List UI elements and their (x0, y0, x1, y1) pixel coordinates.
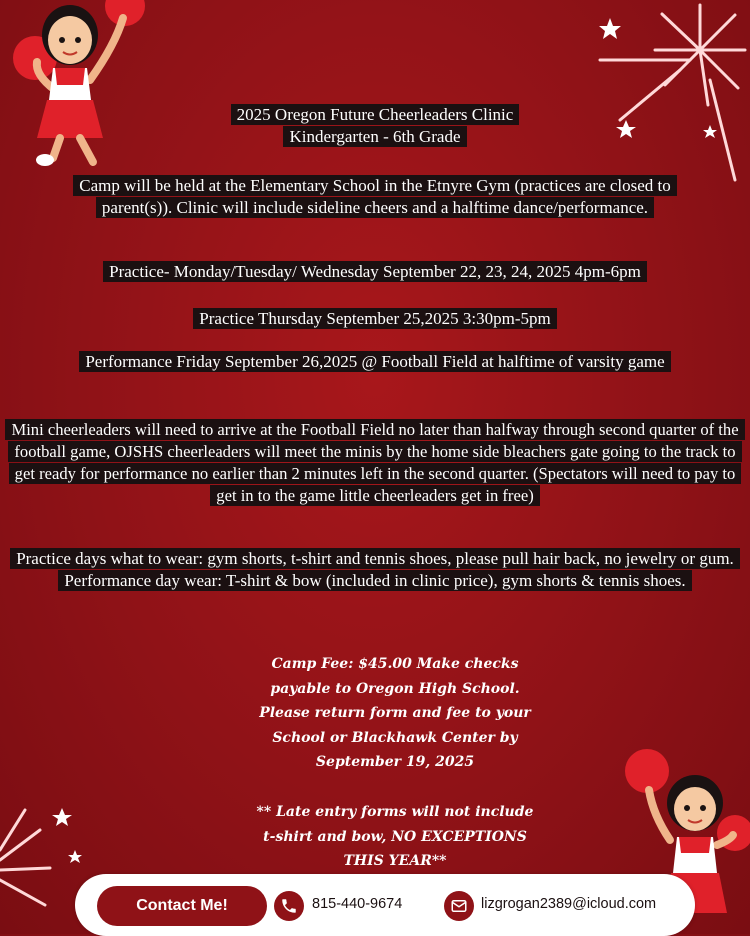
fee-line-5: September 19, 2025 (315, 754, 475, 770)
late-line-3: THIS YEAR** (343, 853, 447, 869)
wear-info (0, 548, 750, 593)
camp-fee-info (200, 652, 590, 775)
location-info (0, 175, 750, 220)
arrival-text: Mini cheerleaders will need to arrive at the Football Field no later than halfway through second quarter of the football game, OJSHS cheerleaders will meet the minis by the home side bleachers gate going to the track to get ready for performance no earlier than 2 minutes left in the second quarter. (Spectators will need to pay to get in to the game little cheerleaders get in free) (5, 419, 744, 506)
practice-schedule-1 (0, 261, 750, 283)
contact-me-button[interactable]: Contact Me! (97, 886, 267, 926)
arrival-info (0, 419, 750, 507)
title-line-2: Kindergarten - 6th Grade (283, 126, 466, 147)
late-entry-notice (200, 800, 590, 874)
late-line-1: ** Late entry forms will not include (256, 804, 534, 820)
fee-line-2: payable to Oregon High School. (270, 680, 520, 697)
phone-number[interactable]: 815-440-9674 (312, 896, 403, 912)
contact-bar (75, 874, 695, 936)
performance-wear-text: Performance day wear: T-shirt & bow (included in clinic price), gym shorts & tennis shoes. (58, 570, 691, 591)
fee-line-1: Camp Fee: $45.00 Make checks (271, 656, 519, 672)
practice-schedule-2 (0, 308, 750, 330)
title-line-1: 2025 Oregon Future Cheerleaders Clinic (231, 104, 520, 125)
location-text: Camp will be held at the Elementary School in the Etnyre Gym (practices are closed to parent(s)). Clinic will include sideline cheers and a halftime dance/performance. (73, 175, 677, 218)
performance-text: Performance Friday September 26,2025 @ Football Field at halftime of varsity game (79, 351, 670, 372)
fee-line-3: Please return form and fee to your (259, 705, 531, 721)
email-address[interactable]: lizgrogan2389@icloud.com (481, 896, 657, 912)
fireworks-top-right (560, 0, 750, 200)
practice-2-text: Practice Thursday September 25,2025 3:30pm-5pm (193, 308, 556, 329)
phone-icon (274, 891, 304, 921)
practice-1-text: Practice- Monday/Tuesday/ Wednesday September 22, 23, 24, 2025 4pm-6pm (103, 261, 647, 282)
performance-info (0, 351, 750, 373)
practice-wear-text: Practice days what to wear: gym shorts, t-shirt and tennis shoes, please pull hair back, no jewelry or gum. (10, 548, 740, 569)
late-line-2: t-shirt and bow, NO EXCEPTIONS (263, 828, 527, 845)
mail-icon (444, 891, 474, 921)
clinic-title (0, 104, 750, 149)
fee-line-4: School or Blackhawk Center by (272, 729, 518, 746)
